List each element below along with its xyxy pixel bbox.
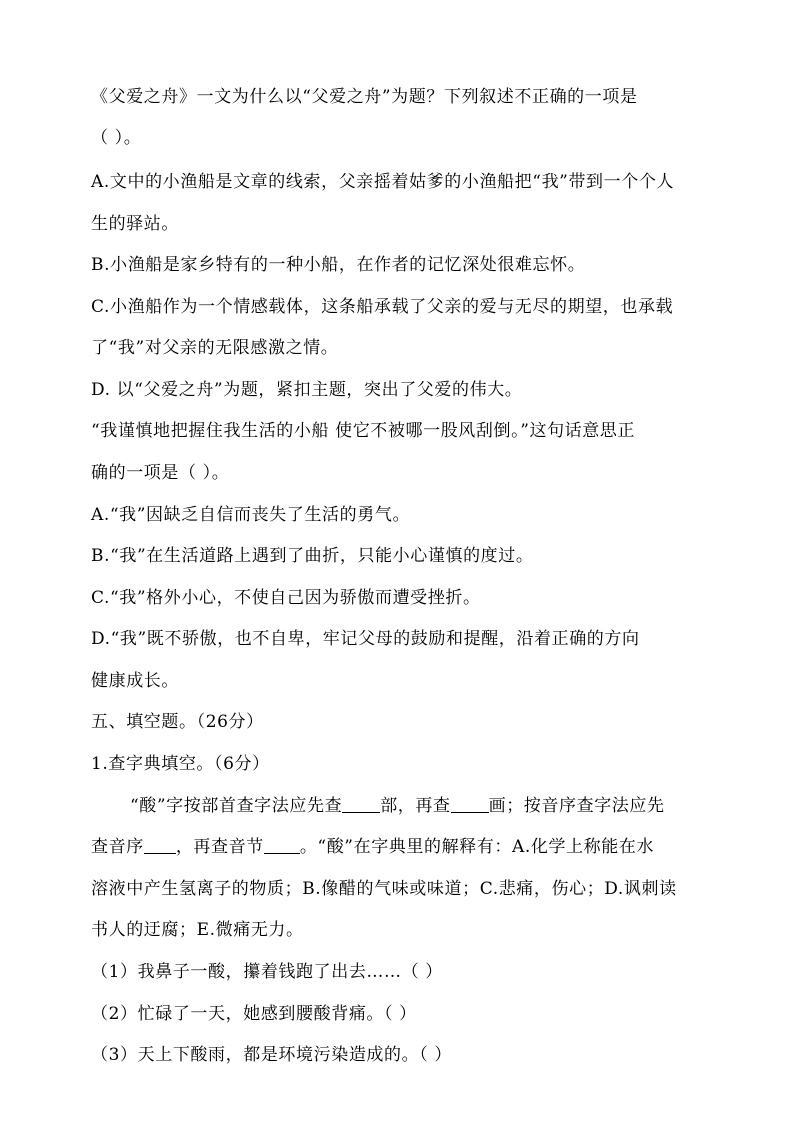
question2-title-line1: “我谨慎地把握住我生活的小船 使它不被哪一股风刮倒。”这句话意思正 (91, 421, 636, 441)
option-a-line2: 生的驿站。 (91, 214, 179, 234)
blank-syllable[interactable] (264, 837, 300, 854)
option-c-line2: 了“我”对父亲的无限感激之情。 (91, 338, 339, 358)
q2-option-b: B.“我”在生活道路上遇到了曲折，只能小心谨慎的度过。 (91, 546, 534, 566)
option-a-line1: A.文中的小渔船是文章的线索，父亲摇着姑爹的小渔船把“我”带到一个个人 (91, 172, 675, 192)
paragraph-text: “酸”字按部首查字法应先查 (130, 796, 343, 816)
question-title-line2: （ ）。 (91, 128, 142, 148)
paragraph-text: ，再查音节 (175, 837, 264, 857)
question2-title-line2: 确的一项是（ ）。 (91, 463, 230, 483)
paragraph-text: 查音序 (91, 837, 144, 857)
sentence-3: （3）天上下酸雨，都是环境污染造成的。（ ） (91, 1045, 452, 1065)
paragraph-line2 (91, 836, 654, 858)
sentence-1: （1）我鼻子一酸，攥着钱跑了出去……（ ） (91, 962, 443, 982)
q2-option-a: A.“我”因缺乏自信而丧失了生活的勇气。 (91, 505, 411, 525)
option-c-line1: C.小渔船作为一个情感载体，这条船承载了父亲的爱与无尽的期望，也承载 (91, 297, 674, 317)
question-title-line1: 《父爱之舟》一文为什么以“父爱之舟”为题？下列叙述不正确的一项是 (91, 87, 638, 107)
blank-initial[interactable] (144, 837, 176, 854)
option-b: B.小渔船是家乡特有的一种小船，在作者的记忆深处很难忘怀。 (91, 255, 586, 275)
sentence-2: （2）忙碌了一天，她感到腰酸背痛。（ ） (91, 1004, 417, 1024)
section5-q1-title: 1.查字典填空。（6分） (91, 754, 270, 774)
paragraph-text: 部，再查 (380, 796, 451, 816)
paragraph-line4: 书人的迂腐；E.微痛无力。 (91, 920, 304, 940)
q2-option-d-line2: 健康成长。 (91, 671, 179, 691)
blank-strokes[interactable] (451, 796, 489, 813)
section5-title: 五、填空题。（26分） (91, 712, 264, 732)
paragraph-text: 。“酸”在字典里的解释有：A.化学上称能在水 (299, 837, 655, 857)
option-d: D. 以“父爱之舟”为题，紧扣主题，突出了父爱的伟大。 (91, 380, 523, 400)
paragraph-line1 (130, 795, 665, 817)
paragraph-line3: 溶液中产生氢离子的物质；B.像醋的气味或味道；C.悲痛，伤心；D.讽刺读 (91, 879, 677, 899)
paragraph-text: 画；按音序查字法应先 (488, 796, 665, 816)
q2-option-d-line1: D.“我”既不骄傲，也不自卑，牢记父母的鼓励和提醒，沿着正确的方向 (91, 629, 640, 649)
q2-option-c: C.“我”格外小心，不使自己因为骄傲而遭受挫折。 (91, 588, 481, 608)
blank-radical[interactable] (342, 796, 380, 813)
